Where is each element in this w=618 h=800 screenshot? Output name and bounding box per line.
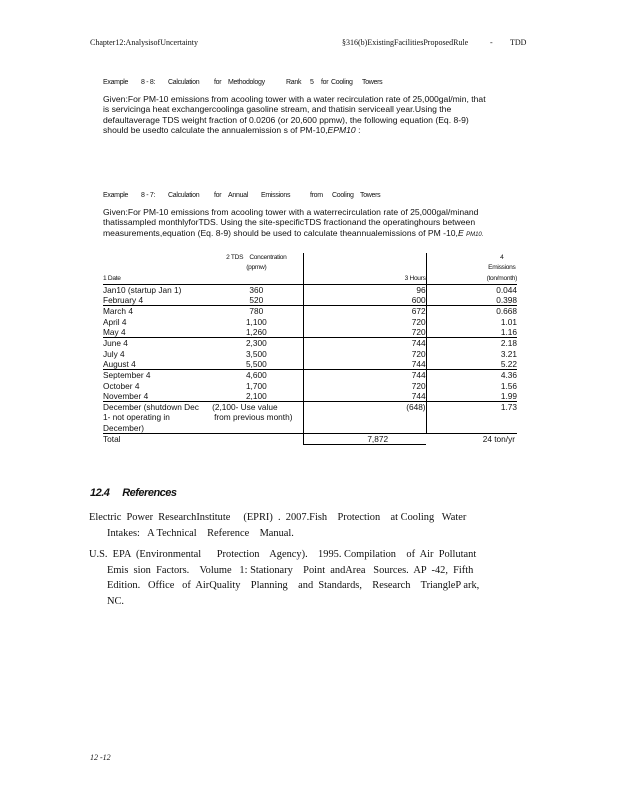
example-paragraph-1: Given:For PM-10 emissions from acooling tower with a water recirculation rate of 25,000gal/min, that is servicinga heat exchangercoolinga gasoline stream, and thatisin serviceall year.Using the defaultaverage TDS weight fraction of 0.0206 (or 20,600 ppmw), the following equation (Eq. 8-9) should be usedto calculate the annualemission s of PM-10,EPM10 : bbox=[103, 94, 486, 136]
section-header: §316(b)ExistingFacilitiesProposedRule bbox=[342, 38, 469, 47]
table-row: October 4 1,700 720 1.56 bbox=[103, 380, 517, 391]
example-caption-1: Example 8 - 8: Calculation for Methodology Rank 5 for Cooling Towers bbox=[103, 79, 383, 86]
table-row: February 4 520 600 0.398 bbox=[103, 295, 517, 306]
table-row: May 4 1,260 720 1.16 bbox=[103, 327, 517, 338]
chapter-header: Chapter12:AnalysisofUncertainty bbox=[90, 38, 198, 47]
example-paragraph-2: Given:For PM-10 emissions from acooling tower with a waterrecirculation rate of 25,000gal/minand thatissampled monthlyforTDS. Using the site-specificTDS fractionand the operatinghours between measurements,equation (Eq. 8-9) should be used to calculate theannualemissions of PM -10,E PM10. bbox=[103, 207, 484, 238]
example-caption-2: Example 8 - 7: Calculation for Annual Emissions from Cooling Towers bbox=[103, 192, 381, 199]
table-header-row: 1 Date 2 TDS Concentration (ppmw) 3 Hours 4 Emissions (ton/month) bbox=[103, 253, 517, 284]
emissions-table bbox=[103, 253, 517, 445]
table-row: July 4 3,500 720 3.21 bbox=[103, 348, 517, 359]
table-row: March 4 780 672 0.668 bbox=[103, 306, 517, 317]
reference-epri: Electric Power ResearchInstitute (EPRI) . 2007.Fish Protection at Cooling Water Intakes: A Technical Reference Manual. bbox=[89, 512, 467, 539]
table-row: April 4 1,100 720 1.01 bbox=[103, 316, 517, 327]
header-dash: - bbox=[490, 38, 493, 47]
table-row-total: Total 7,872 24 ton/yr bbox=[103, 434, 515, 445]
emission-variable: EPM10 bbox=[327, 125, 356, 136]
table-row: November 4 2,100 744 1.99 bbox=[103, 390, 517, 401]
page-number: 12 -12 bbox=[90, 753, 111, 762]
table-row: September 4 4,600 744 4.36 bbox=[103, 370, 517, 381]
table-row-december: December (shutdown Dec 1- not operating in December) (2,100- Use value from previous month) (648) 1.73 bbox=[103, 402, 517, 433]
references-heading: 12.4 References bbox=[90, 487, 177, 499]
table-row: Jan10 (startup Jan 1) 360 96 0.044 bbox=[103, 284, 517, 295]
doc-code: TDD bbox=[510, 38, 527, 47]
emission-variable: E bbox=[457, 227, 464, 238]
table-row: August 4 5,500 744 5.22 bbox=[103, 358, 517, 369]
table-row: June 4 2,300 744 2.18 bbox=[103, 338, 517, 349]
reference-epa: U.S. EPA (Environmental Protection Agency). 1995. Compilation of Air Pollutant Emis sion Factors. Volume 1: Stationary Point andArea Sources. AP -42, Fifth Edition. Office of AirQuality Planning and Standards, Research TriangleP ark, NC. bbox=[89, 549, 480, 607]
